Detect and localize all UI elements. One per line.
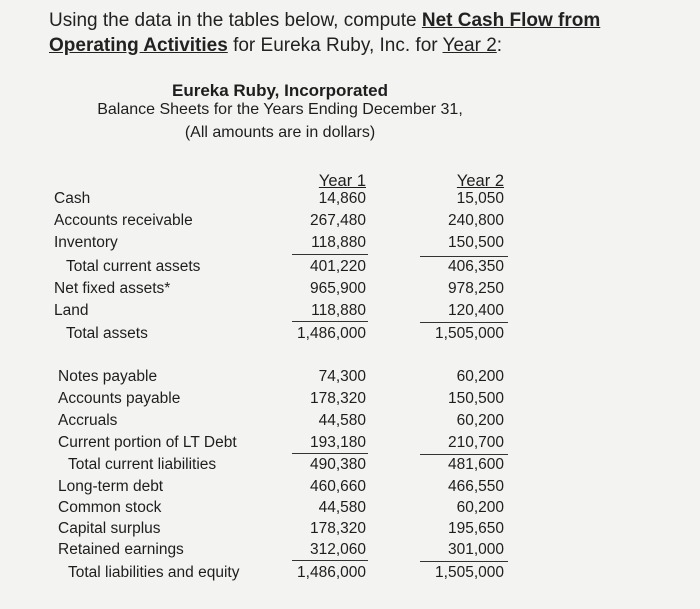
- row-label: Total current liabilities: [68, 456, 217, 473]
- year2-value: 481,600: [447, 456, 504, 473]
- year1-value: 178,320: [309, 390, 366, 407]
- row-label: Long-term debt: [58, 478, 164, 495]
- year1-value: 401,220: [309, 258, 366, 275]
- question-pre: Using the data in the tables below, compute: [49, 10, 422, 31]
- table-row: [0, 388, 700, 410]
- year1-value: 178,320: [309, 520, 366, 537]
- year2-value: 60,200: [456, 368, 504, 385]
- year1-value: 965,900: [309, 280, 366, 297]
- table-row: [0, 518, 700, 540]
- year2-value: 60,200: [456, 412, 504, 429]
- table-row: [0, 539, 700, 561]
- table-row: [0, 232, 700, 254]
- year1-value: 312,060: [309, 541, 366, 558]
- year1-value: 44,580: [318, 412, 366, 429]
- year1-value: 490,380: [309, 456, 366, 473]
- year1-value: 44,580: [318, 499, 366, 516]
- row-label: Current portion of LT Debt: [58, 434, 237, 451]
- year1-value: 1,486,000: [297, 564, 366, 581]
- year2-value: 195,650: [447, 520, 504, 537]
- total-rule: [292, 321, 368, 322]
- question-post: :: [496, 35, 503, 56]
- year1-value: 460,660: [309, 478, 366, 495]
- row-label: Total current assets: [66, 258, 201, 275]
- year2-value: 240,800: [447, 212, 504, 229]
- row-label: Capital surplus: [58, 520, 161, 537]
- row-label: Accounts payable: [58, 390, 181, 407]
- table-row: [0, 323, 700, 345]
- table-row: [0, 476, 700, 498]
- year1-value: 118,880: [311, 302, 366, 319]
- year1-value: 14,860: [318, 190, 366, 207]
- year1-value: 193,180: [309, 434, 366, 451]
- row-label: Accruals: [58, 412, 118, 429]
- table-row: [0, 410, 700, 432]
- column-header-year1: Year 1: [318, 172, 366, 190]
- table-row: [0, 562, 700, 584]
- table-row: [0, 210, 700, 232]
- table-row: [0, 188, 700, 210]
- total-rule: [292, 560, 368, 561]
- year2-value: 1,505,000: [435, 325, 504, 342]
- row-label: Retained earnings: [58, 541, 184, 558]
- row-label: Total assets: [66, 325, 148, 342]
- question-year: Year 2: [442, 35, 497, 56]
- row-label: Inventory: [54, 234, 118, 251]
- row-label: Accounts receivable: [54, 212, 193, 229]
- row-label: Cash: [54, 190, 91, 207]
- table-row: [0, 300, 700, 322]
- table-row: [0, 497, 700, 519]
- year2-value: 1,505,000: [435, 564, 504, 581]
- table-row: [0, 432, 700, 454]
- year2-value: 150,500: [447, 234, 504, 251]
- question-mid: for Eureka Ruby, Inc. for: [227, 35, 443, 56]
- statement-title: Balance Sheets for the Years Ending December 31,: [97, 101, 463, 118]
- company-name: Eureka Ruby, Incorporated: [171, 81, 388, 100]
- table-row: [0, 278, 700, 300]
- year2-value: 406,350: [447, 258, 504, 275]
- year1-value: 118,880: [311, 234, 366, 251]
- year2-value: 210,700: [447, 434, 504, 451]
- year2-value: 15,050: [456, 190, 504, 207]
- year2-value: 978,250: [447, 280, 504, 297]
- year2-value: 301,000: [447, 541, 504, 558]
- row-label: Notes payable: [58, 368, 158, 385]
- table-row: [0, 454, 700, 476]
- question-text: [49, 8, 689, 58]
- year1-value: 267,480: [309, 212, 366, 229]
- year2-value: 120,400: [447, 302, 504, 319]
- year2-value: 60,200: [456, 499, 504, 516]
- year2-value: 150,500: [447, 390, 504, 407]
- row-label: Total liabilities and equity: [68, 564, 240, 581]
- table-row: [0, 256, 700, 278]
- table-row: [0, 366, 700, 388]
- year2-value: 466,550: [447, 478, 504, 495]
- amounts-note: (All amounts are in dollars): [184, 124, 376, 141]
- row-label: Common stock: [58, 499, 162, 516]
- year1-value: 74,300: [318, 368, 366, 385]
- column-header-year2: Year 2: [456, 172, 504, 190]
- question-term: Net Cash Flow from Operating Activities: [49, 10, 601, 56]
- year1-value: 1,486,000: [297, 325, 366, 342]
- subtotal-rule: [292, 254, 368, 255]
- row-label: Net fixed assets*: [54, 280, 171, 297]
- row-label: Land: [54, 302, 89, 319]
